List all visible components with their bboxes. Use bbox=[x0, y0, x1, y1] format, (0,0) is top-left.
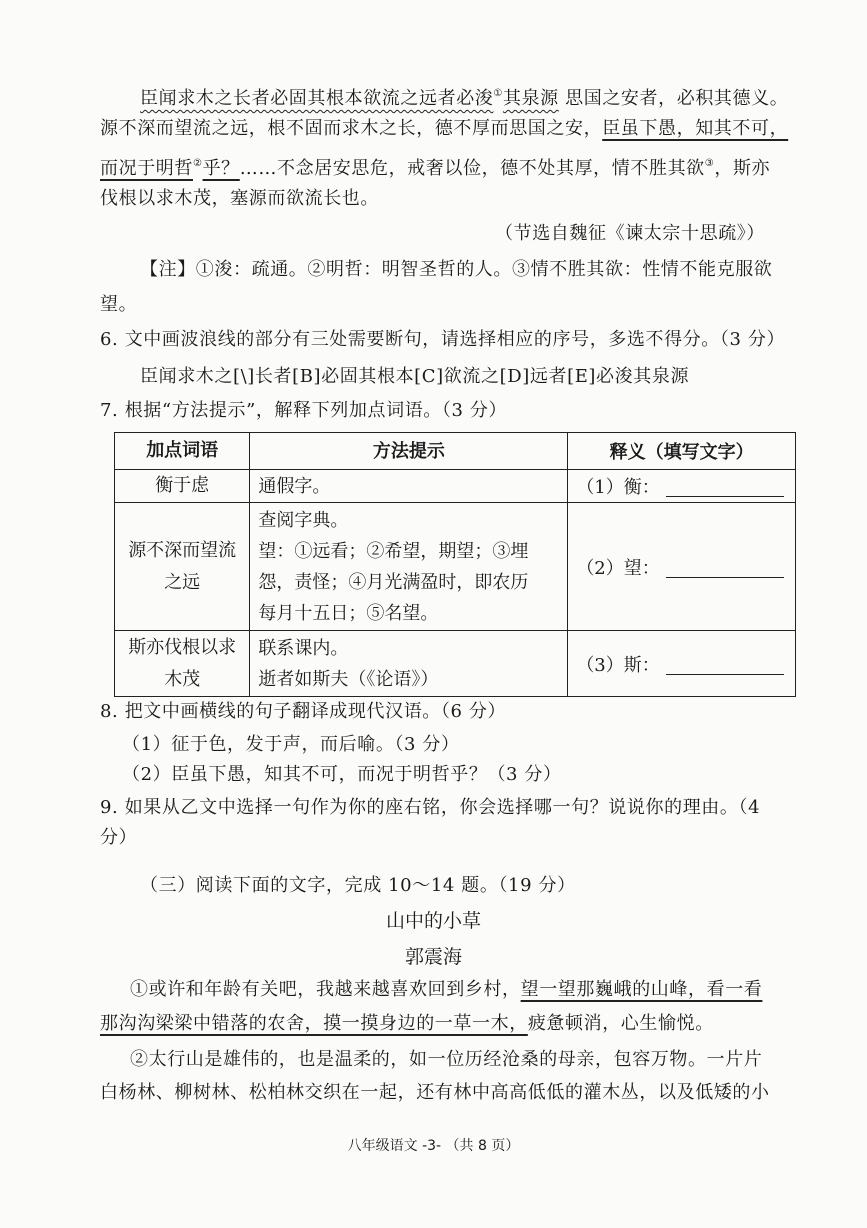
table-header: 加点词语 bbox=[115, 433, 250, 470]
hint-line: 通假字。 bbox=[258, 475, 331, 497]
underlined-sentence: 望一望那巍峨的山峰，看一看 bbox=[520, 979, 763, 1000]
answer-blank[interactable] bbox=[666, 476, 784, 497]
passage-text: ，斯亦 bbox=[714, 158, 771, 179]
passage-source: （节选自魏征《谏太宗十思疏》） bbox=[495, 223, 765, 244]
footnote-line-1: 【注】①浚：疏通。②明哲：明智圣哲的人。③情不胜其欲：性情不能克服欲 bbox=[140, 259, 773, 280]
hint-line: 逝者如斯夫（《论语》） bbox=[258, 668, 439, 690]
method-hint bbox=[250, 503, 568, 631]
article-line-2 bbox=[100, 1012, 714, 1036]
question-9-cont: 分） bbox=[100, 827, 138, 848]
table-row bbox=[115, 503, 796, 631]
footnote-marker: ③ bbox=[704, 158, 715, 169]
answer-blank[interactable] bbox=[666, 654, 784, 675]
article-author: 郭震海 bbox=[404, 946, 462, 968]
method-table bbox=[114, 432, 796, 697]
hint-line: 查阅字典。 bbox=[258, 509, 349, 531]
article-title: 山中的小草 bbox=[385, 910, 481, 932]
method-hint bbox=[250, 470, 568, 503]
question-6: 6. 文中画波浪线的部分有三处需要断句，请选择相应的序号，多选不得分。（3 分） bbox=[100, 329, 786, 350]
question-8: 8. 把文中画横线的句子翻译成现代汉语。（6 分） bbox=[100, 701, 507, 722]
underlined-sentence: 臣虽下愚，知其不可， bbox=[602, 118, 789, 139]
answer-label: （2）望： bbox=[576, 557, 660, 579]
dotted-word: 衡于虑 bbox=[115, 470, 250, 503]
passage-line-1 bbox=[140, 82, 788, 111]
table-row bbox=[115, 631, 796, 697]
method-hint bbox=[250, 631, 568, 697]
underlined-sentence: 而况于明哲 bbox=[100, 158, 193, 179]
underlined-sentence: 乎？ bbox=[202, 158, 240, 179]
question-8-part-2: （2）臣虽下愚，知其不可，而况于明哲乎？（3 分） bbox=[122, 764, 562, 785]
question-8-part-1: （1）征于色，发于声，而后喻。（3 分） bbox=[122, 734, 460, 755]
article-line-4: 白杨林、柳树林、松柏林交织在一起，还有林中高高低低的灌木丛，以及低矮的小 bbox=[100, 1082, 770, 1103]
dotted-word-text: 源不深而望流之远 bbox=[128, 539, 237, 593]
answer-label: （3）斯： bbox=[576, 654, 660, 676]
article-line-1 bbox=[130, 978, 762, 1002]
hint-line: 望：①远看；②希望，期望；③埋 bbox=[258, 540, 529, 562]
table-header: 释义（填写文字） bbox=[568, 433, 796, 470]
question-7: 7. 根据“方法提示”，解释下列加点词语。（3 分） bbox=[100, 400, 508, 421]
article-text: ①或许和年龄有关吧，我越来越喜欢回到乡村， bbox=[130, 979, 521, 1000]
dotted-word bbox=[115, 631, 250, 697]
table-row bbox=[115, 470, 796, 503]
article-line-3: ②太行山是雄伟的，也是温柔的，如一位历经沧桑的母亲，包容万物。一片片 bbox=[130, 1049, 763, 1070]
page-footer: 八年级语文 -3- （共 8 页） bbox=[347, 1138, 520, 1154]
question-9: 9. 如果从乙文中选择一句作为你的座右铭，你会选择哪一句？说说你的理由。（4 bbox=[100, 797, 761, 818]
answer-label: （1）衡： bbox=[576, 477, 660, 498]
dotted-word bbox=[115, 503, 250, 631]
answer-cell bbox=[568, 503, 796, 631]
answer-blank[interactable] bbox=[666, 557, 784, 578]
passage-text: 思国之安者，必积其德义。 bbox=[558, 88, 789, 109]
answer-cell bbox=[568, 631, 796, 697]
hint-line: 怨，责怪；④月光满盈时，即农历 bbox=[258, 571, 529, 593]
passage-text: ……不念居安思危，戒奢以俭，德不处其厚，情不胜其欲 bbox=[239, 158, 705, 179]
question-6-options: 臣闻求木之[\]长者[B]必固其根本[C]欲流之[D]远者[E]必浚其泉源 bbox=[140, 366, 690, 387]
article-text: 疲惫顿消，心生愉悦。 bbox=[527, 1013, 714, 1034]
passage-text: 源不深而望流之远，根不固而求木之长，德不厚而思国之安， bbox=[100, 118, 603, 139]
hint-line: 联系课内。 bbox=[258, 637, 349, 659]
footnote-marker: ② bbox=[193, 158, 203, 169]
hint-line: 每月十五日；⑤名望。 bbox=[258, 602, 439, 624]
answer-cell bbox=[568, 470, 796, 503]
passage-line-4: 伐根以求木茂，塞源而欲流长也。 bbox=[100, 188, 379, 209]
underlined-sentence: 那沟沟梁梁中错落的农舍，摸一摸身边的一草一木， bbox=[100, 1013, 528, 1034]
footnote-line-2: 望。 bbox=[100, 294, 138, 315]
dotted-word-text: 斯亦伐根以求木茂 bbox=[128, 636, 237, 690]
wavy-underlined-text: 臣闻求木之长者必固其根本欲流之远者必浚 bbox=[140, 88, 494, 109]
table-header: 方法提示 bbox=[250, 433, 568, 470]
table-header-row bbox=[115, 433, 796, 470]
passage-line-3 bbox=[100, 152, 770, 181]
section-heading: （三）阅读下面的文字，完成 10～14 题。（19 分） bbox=[140, 875, 576, 896]
passage-line-2 bbox=[100, 117, 788, 141]
footnote-marker: ① bbox=[493, 88, 503, 99]
wavy-underlined-text: 其泉源 bbox=[502, 88, 559, 109]
